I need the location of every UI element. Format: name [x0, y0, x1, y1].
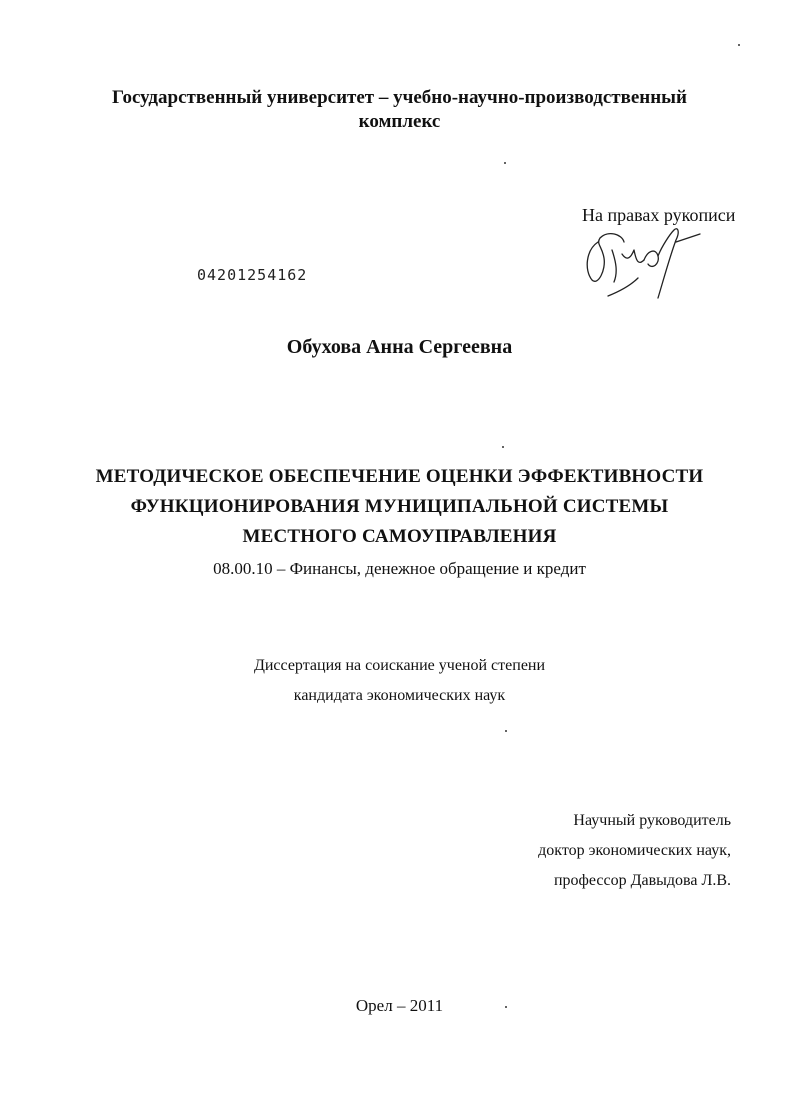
supervisor-line-2: доктор экономических наук,: [538, 842, 731, 859]
title-line-2: ФУНКЦИОНИРОВАНИЯ МУНИЦИПАЛЬНОЙ СИСТЕМЫ: [130, 496, 669, 517]
degree-line-1: Диссертация на соискание ученой степени: [253, 657, 546, 674]
university-header: [0, 86, 799, 134]
scan-speck: [505, 730, 507, 732]
supervisor-line-1: Научный руководитель: [573, 812, 731, 829]
degree-line-2: кандидата экономических наук: [293, 687, 506, 704]
scan-speck: [505, 1006, 507, 1008]
title-line-1: МЕТОДИЧЕСКОЕ ОБЕСПЕЧЕНИЕ ОЦЕНКИ ЭФФЕКТИВНОСТИ: [95, 466, 704, 487]
handwritten-signature: [578, 220, 708, 306]
scan-speck: [502, 446, 504, 448]
scan-speck: [504, 162, 506, 164]
author-name: Обухова Анна Сергеевна: [286, 336, 513, 358]
university-line-2: комплекс: [358, 111, 441, 132]
specialty-code: 08.00.10 – Финансы, денежное обращение и кредит: [213, 559, 586, 578]
university-line-1: Государственный университет – учебно-научно-производственный: [112, 87, 687, 108]
manuscript-rights-note: На правах рукописи: [582, 205, 736, 225]
dissertation-title: [0, 462, 799, 552]
place-and-year: Орел – 2011: [355, 996, 444, 1015]
scan-speck: [738, 44, 740, 46]
supervisor-block: [538, 806, 731, 896]
title-line-3: МЕСТНОГО САМОУПРАВЛЕНИЯ: [242, 526, 557, 547]
degree-statement: [0, 651, 799, 711]
supervisor-line-3: профессор Давыдова Л.В.: [553, 872, 731, 889]
registration-number: 04201254162: [197, 266, 308, 284]
